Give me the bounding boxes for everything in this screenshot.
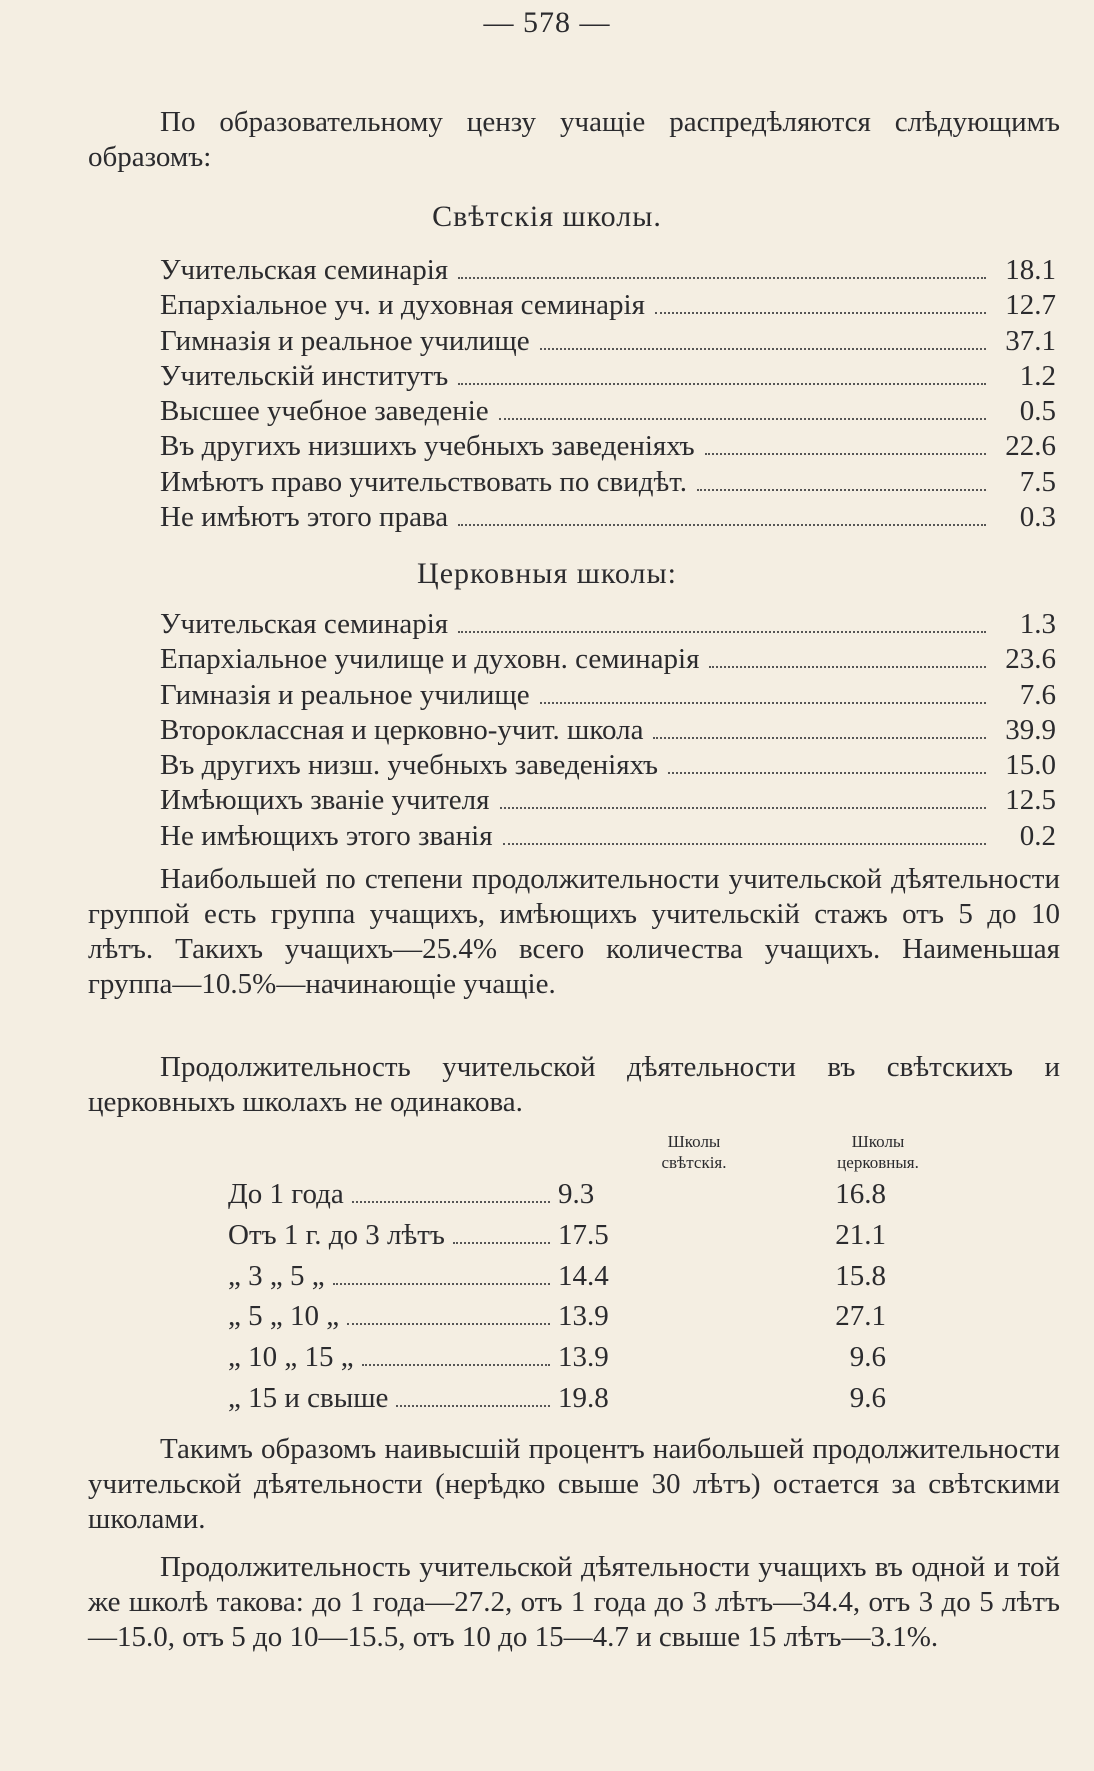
column-header-secular: Школы свѣтскія. — [661, 1132, 727, 1172]
list-item: Епархіальное уч. и духовная семинарія 12.7 — [160, 289, 1056, 322]
table-row: „ 10 „ 15 „ 13.9 9.6 — [228, 1341, 886, 1374]
table-row: „ 5 „ 10 „ 13.9 27.1 — [228, 1300, 886, 1333]
experience-paragraph: Наибольшей по степени продолжительности учительской дѣятельности группой есть группа учащихъ, имѣющихъ учительскій стажъ отъ 5 до 10 лѣтъ. Такихъ учащихъ—25.4% всего количества учащихъ. Наименьшая группа—10.5%—начинающіе учащіе. — [88, 863, 1060, 1000]
church-education-list — [160, 608, 1056, 855]
page-number: — 578 — — [483, 6, 611, 39]
list-item: Гимназія и реальное училище 7.6 — [160, 678, 1056, 711]
intro-paragraph: По образовательному цензу учащіе распредѣляются слѣдующимъ образомъ: — [88, 106, 1060, 173]
list-item: Гимназія и реальное училище 37.1 — [160, 324, 1056, 357]
list-item: Имѣютъ право учительствовать по свидѣт. 7.5 — [160, 465, 1056, 498]
list-item: Второклассная и церковно-учит. школа 39.9 — [160, 713, 1056, 746]
list-item: Въ другихъ низш. учебныхъ заведеніяхъ 15.0 — [160, 749, 1056, 782]
column-header-church: Школы церковныя. — [837, 1132, 919, 1172]
list-item: Учительскій институтъ 1.2 — [160, 359, 1056, 392]
list-item: Не имѣющихъ этого званія 0.2 — [160, 819, 1056, 852]
same-school-paragraph: Продолжительность учительской дѣятельности учащихъ въ одной и той же школѣ такова: до 1 года—27.2, отъ 1 года до 3 лѣтъ—34.4, отъ 3 до 5 лѣтъ—15.0, отъ 5 до 10—15.5, отъ 10 до 15—4.7 и свыше 15 лѣтъ—3.1%. — [88, 1551, 1060, 1653]
list-item: Епархіальное училище и духовн. семинарія 23.6 — [160, 643, 1056, 676]
table-row: „ 15 и свыше 19.8 9.6 — [228, 1381, 886, 1414]
duration-paragraph: Продолжительность учительской дѣятельности въ свѣтскихъ и церковныхъ школахъ не одинакова. — [88, 1051, 1060, 1118]
list-item: Учительская семинарія 18.1 — [160, 254, 1056, 286]
list-item: Учительская семинарія 1.3 — [160, 608, 1056, 640]
list-item: Имѣющихъ званіе учителя 12.5 — [160, 784, 1056, 817]
table-row: Отъ 1 г. до 3 лѣтъ 17.5 21.1 — [228, 1218, 886, 1251]
table-row: „ 3 „ 5 „ 14.4 15.8 — [228, 1259, 886, 1292]
table-row: До 1 года 9.3 16.8 — [228, 1178, 886, 1210]
conclusion-paragraph: Такимъ образомъ наивысшій процентъ наибольшей продолжительности учительской дѣятельности (нерѣдко свыше 30 лѣтъ) остается за свѣтскими школами. — [88, 1433, 1060, 1535]
list-item: Въ другихъ низшихъ учебныхъ заведеніяхъ 22.6 — [160, 430, 1056, 463]
secular-education-list — [160, 254, 1056, 536]
list-item: Высшее учебное заведеніе 0.5 — [160, 395, 1056, 428]
list-item: Не имѣютъ этого права 0.3 — [160, 501, 1056, 534]
church-schools-heading: Церковныя школы: — [417, 557, 677, 590]
secular-schools-heading: Свѣтскія школы. — [432, 200, 662, 233]
experience-table — [228, 1178, 968, 1423]
